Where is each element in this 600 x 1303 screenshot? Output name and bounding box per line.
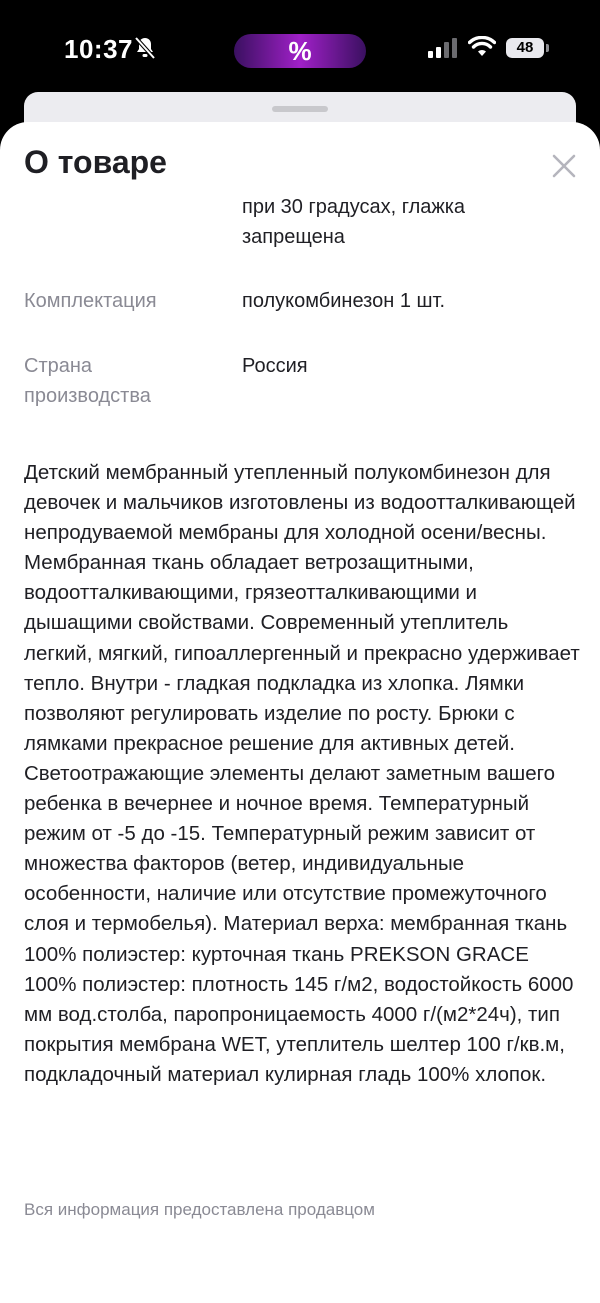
- product-description: Детский мембранный утепленный полукомбинезон для девочек и мальчиков изготовлены из водоотталкивающей непродуваемой мембраны для холодной осени/весны. Мембранная ткань обладает ветрозащитными, водоотталкивающими, грязеотталкивающими и дышащими свойствами. Современный утеплитель легкий, мягкий, гипоаллергенный и прекрасно удерживает тепло. Внутри - гладкая подкладка из хлопка. Лямки позволяют регулировать изделие по росту. Брюки с лямками прекрасное решение для активных детей. Светоотражающие элементы делают заметным вашего ребенка в вечернее и ночное время. Температурный режим от -5 до -15. Температурный режим зависит от множества факторов (ветер, индивидуальные особенности, наличие или отсутствие промежуточного слоя и термобелья). Материал верха: мембранная ткань 100% полиэстер: курточная ткань PREKSON GRACE 100% полиэстер: плотность 145 г/м2, водостойкость 6000 мм вод.столба, паропроницаемость 4000 г/(м2*24ч), тип покрытия мембрана WET, утеплитель шелтер 100 г/кв.м, подкладочный материал кулирная гладь 100% хлопок.: [24, 461, 580, 1086]
- bell-slash-icon: [134, 36, 156, 65]
- close-button[interactable]: [548, 150, 580, 182]
- wifi-icon: [468, 36, 496, 63]
- sheet-grabber[interactable]: [272, 106, 328, 112]
- spec-value-country: Россия: [242, 355, 308, 377]
- battery-icon: 48: [506, 38, 544, 58]
- product-info-sheet: [0, 122, 600, 1303]
- sheet-title: О товаре: [24, 144, 167, 180]
- active-app-pill[interactable]: [234, 34, 366, 68]
- clock: 10:37: [64, 34, 133, 64]
- close-icon: [548, 150, 580, 182]
- spec-value-kit: полукомбинезон 1 шт.: [242, 290, 446, 312]
- percent-badge: %: [288, 36, 312, 66]
- spec-value-care: при 30 градусах, глажка запрещена: [242, 196, 466, 248]
- signal-icon: [428, 38, 460, 63]
- seller-info-note: Вся информация предоставлена продавцом: [24, 1200, 375, 1219]
- spec-label-kit: Комплектация: [24, 290, 157, 312]
- status-bar: [0, 0, 600, 96]
- spec-label-country: Страна производства: [24, 355, 151, 407]
